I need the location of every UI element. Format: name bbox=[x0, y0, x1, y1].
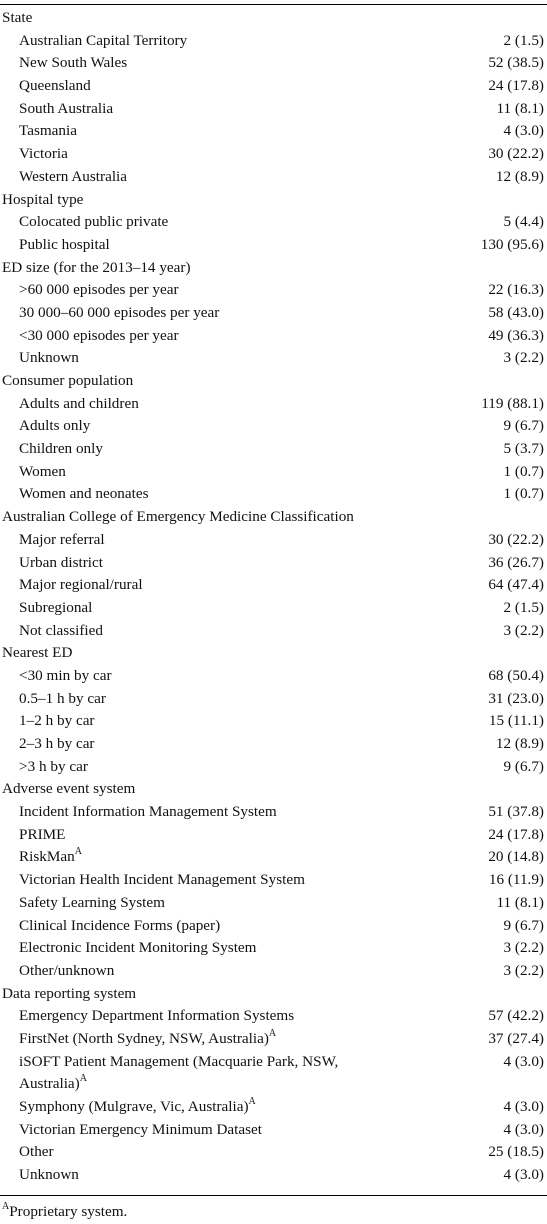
table-row bbox=[0, 393, 547, 416]
footnote-marker: A bbox=[2, 1200, 10, 1212]
row-label bbox=[19, 302, 219, 325]
table-row bbox=[0, 733, 547, 756]
table-row bbox=[0, 574, 547, 597]
row-label bbox=[19, 483, 149, 506]
footnote-marker: A bbox=[74, 846, 82, 858]
row-label-text: Victoria bbox=[19, 145, 68, 163]
table-row bbox=[0, 166, 547, 189]
section-heading bbox=[0, 189, 547, 212]
row-label bbox=[19, 846, 82, 869]
row-label bbox=[19, 529, 105, 552]
row-value: 57 (42.2) bbox=[488, 1007, 544, 1025]
row-label bbox=[19, 710, 95, 733]
table-bottom-rule bbox=[0, 1195, 547, 1196]
footnote-text: Proprietary system. bbox=[9, 1203, 128, 1220]
row-label bbox=[19, 824, 65, 847]
row-value: 22 (16.3) bbox=[488, 281, 544, 299]
row-label-text: Emergency Department Information Systems bbox=[19, 1007, 295, 1025]
row-label bbox=[19, 597, 92, 620]
row-value: 58 (43.0) bbox=[488, 303, 544, 321]
table-row bbox=[0, 1164, 547, 1187]
row-label bbox=[19, 438, 103, 461]
row-label bbox=[19, 1164, 79, 1187]
row-label-text: >60 000 episodes per year bbox=[19, 281, 179, 299]
row-label bbox=[19, 892, 165, 915]
row-label bbox=[19, 75, 91, 98]
footnote-marker: A bbox=[248, 1095, 256, 1107]
row-label bbox=[19, 869, 305, 892]
row-label bbox=[19, 211, 168, 234]
table-row bbox=[0, 234, 547, 257]
table-row bbox=[0, 211, 547, 234]
row-label-text: Clinical Incidence Forms (paper) bbox=[19, 916, 221, 934]
table-row bbox=[0, 1141, 547, 1164]
table-row bbox=[0, 438, 547, 461]
table-row bbox=[0, 620, 547, 643]
row-label bbox=[19, 30, 187, 53]
row-value: 68 (50.4) bbox=[488, 666, 544, 684]
row-value: 4 (3.0) bbox=[503, 1052, 544, 1070]
row-label-text: Western Australia bbox=[19, 167, 128, 185]
section-heading-label: Nearest ED bbox=[2, 644, 73, 662]
row-value: 30 (22.2) bbox=[488, 145, 544, 163]
row-value: 36 (26.7) bbox=[488, 553, 544, 571]
row-label bbox=[19, 393, 139, 416]
table-row bbox=[0, 302, 547, 325]
row-label bbox=[19, 733, 95, 756]
row-label-text: 0.5–1 h by car bbox=[19, 689, 106, 707]
row-label bbox=[19, 1028, 276, 1051]
row-label-text: Victorian Emergency Minimum Dataset bbox=[19, 1120, 263, 1138]
table-row bbox=[0, 483, 547, 506]
row-label bbox=[19, 461, 66, 484]
row-label bbox=[19, 166, 127, 189]
row-value: 3 (2.2) bbox=[503, 621, 544, 639]
row-value: 5 (3.7) bbox=[503, 440, 544, 458]
row-value: 5 (4.4) bbox=[503, 213, 544, 231]
table-row bbox=[0, 688, 547, 711]
row-label bbox=[19, 1096, 256, 1119]
row-label-text: Australian Capital Territory bbox=[19, 31, 188, 49]
table-row bbox=[0, 892, 547, 915]
row-label-text: South Australia bbox=[19, 99, 114, 117]
row-value: 9 (6.7) bbox=[503, 916, 544, 934]
row-label bbox=[19, 98, 113, 121]
table-row bbox=[0, 869, 547, 892]
row-value: 24 (17.8) bbox=[488, 77, 544, 95]
table-row bbox=[0, 552, 547, 575]
row-value: 1 (0.7) bbox=[503, 485, 544, 503]
section-heading-label: State bbox=[2, 9, 33, 26]
table-row bbox=[0, 143, 547, 166]
row-label-text: Major referral bbox=[19, 530, 105, 548]
row-value: 4 (3.0) bbox=[503, 1098, 544, 1116]
row-label-text: Tasmania bbox=[19, 122, 77, 140]
row-value: 130 (95.6) bbox=[480, 235, 544, 253]
table-row bbox=[0, 665, 547, 688]
row-label bbox=[19, 960, 114, 983]
table-row bbox=[0, 801, 547, 824]
row-label-text: Other bbox=[19, 1143, 54, 1161]
row-label-text: <30 min by car bbox=[19, 666, 112, 684]
row-label-text: Queensland bbox=[19, 77, 91, 95]
table-row bbox=[0, 937, 547, 960]
table-row bbox=[0, 597, 547, 620]
table-row bbox=[0, 915, 547, 938]
section-heading bbox=[0, 778, 547, 801]
row-value: 31 (23.0) bbox=[488, 689, 544, 707]
row-label-text: Unknown bbox=[19, 1166, 79, 1184]
table-row bbox=[0, 710, 547, 733]
row-label bbox=[19, 347, 79, 370]
row-label bbox=[19, 915, 220, 938]
row-label-text: <30 000 episodes per year bbox=[19, 326, 179, 344]
table-row bbox=[0, 960, 547, 983]
row-label bbox=[19, 325, 179, 348]
row-label-text: 1–2 h by car bbox=[19, 712, 95, 730]
table-row bbox=[0, 75, 547, 98]
table-row bbox=[0, 1028, 547, 1051]
row-value: 30 (22.2) bbox=[488, 530, 544, 548]
section-heading-label: Hospital type bbox=[2, 190, 84, 208]
table-row bbox=[0, 98, 547, 121]
row-label bbox=[19, 415, 90, 438]
table-row bbox=[0, 756, 547, 779]
row-value: 11 (8.1) bbox=[496, 893, 544, 911]
row-label bbox=[19, 688, 106, 711]
hospital-characteristics-table bbox=[0, 7, 547, 1187]
table-row bbox=[0, 415, 547, 438]
section-heading bbox=[0, 257, 547, 280]
row-label bbox=[19, 1141, 54, 1164]
table-row bbox=[0, 846, 547, 869]
row-label-text: Public hospital bbox=[19, 235, 110, 253]
row-label bbox=[19, 52, 127, 75]
row-label-text: iSOFT Patient Management (Macquarie Park, NSW, Australia) bbox=[19, 1052, 339, 1093]
row-label-text: FirstNet (North Sydney, NSW, Australia) bbox=[19, 1029, 269, 1047]
row-label-text: Women and neonates bbox=[19, 485, 149, 503]
row-label-text: Major regional/rural bbox=[19, 576, 143, 594]
row-label bbox=[19, 756, 88, 779]
table-row bbox=[0, 824, 547, 847]
row-label-text: Electronic Incident Monitoring System bbox=[19, 939, 257, 957]
row-label-text: Women bbox=[19, 462, 66, 480]
row-label bbox=[19, 234, 110, 257]
row-value: 3 (2.2) bbox=[503, 961, 544, 979]
row-value: 2 (1.5) bbox=[503, 598, 544, 616]
row-value: 24 (17.8) bbox=[488, 825, 544, 843]
row-value: 16 (11.9) bbox=[488, 871, 544, 889]
section-heading bbox=[0, 506, 547, 529]
row-label-text: 30 000–60 000 episodes per year bbox=[19, 303, 220, 321]
row-label-text: 2–3 h by car bbox=[19, 735, 95, 752]
row-value: 4 (3.0) bbox=[503, 1166, 544, 1184]
row-label bbox=[19, 801, 277, 824]
row-label-text: PRIME bbox=[19, 825, 66, 843]
row-label-text: New South Wales bbox=[19, 54, 128, 72]
row-value: 3 (2.2) bbox=[503, 939, 544, 957]
row-label-text: Incident Information Management System bbox=[19, 803, 277, 821]
row-value: 20 (14.8) bbox=[488, 848, 544, 866]
row-label bbox=[19, 665, 112, 688]
table-row bbox=[0, 1119, 547, 1142]
row-label-text: >3 h by car bbox=[19, 757, 88, 775]
section-heading bbox=[0, 370, 547, 393]
row-value: 1 (0.7) bbox=[503, 462, 544, 480]
row-value: 9 (6.7) bbox=[503, 417, 544, 435]
section-heading bbox=[0, 642, 547, 665]
row-label-text: Symphony (Mulgrave, Vic, Australia) bbox=[19, 1098, 249, 1116]
row-value: 2 (1.5) bbox=[503, 31, 544, 49]
row-label-text: Children only bbox=[19, 440, 103, 458]
row-value: 49 (36.3) bbox=[488, 326, 544, 344]
row-label bbox=[19, 552, 103, 575]
table-row bbox=[0, 120, 547, 143]
row-value: 4 (3.0) bbox=[503, 122, 544, 140]
section-heading-label: Consumer population bbox=[2, 372, 134, 389]
section-heading-label: ED size (for the 2013–14 year) bbox=[2, 258, 191, 276]
row-value: 15 (11.1) bbox=[488, 712, 544, 730]
footnote-marker: A bbox=[79, 1073, 87, 1085]
row-value: 52 (38.5) bbox=[488, 54, 544, 72]
table-footnote bbox=[2, 1201, 127, 1223]
row-value: 11 (8.1) bbox=[496, 99, 544, 117]
table-row bbox=[0, 52, 547, 75]
row-value: 9 (6.7) bbox=[503, 757, 544, 775]
row-value: 12 (8.9) bbox=[495, 167, 544, 185]
table-row bbox=[0, 461, 547, 484]
table-row bbox=[0, 30, 547, 53]
row-label-text: Subregional bbox=[19, 598, 93, 616]
row-label-text: Safety Learning System bbox=[19, 893, 165, 911]
section-heading-label: Data reporting system bbox=[2, 984, 137, 1002]
row-label-text: Colocated public private bbox=[19, 213, 169, 231]
row-value: 25 (18.5) bbox=[488, 1143, 544, 1161]
row-label bbox=[19, 620, 103, 643]
row-value: 64 (47.4) bbox=[488, 576, 544, 594]
row-label-text: Adults only bbox=[19, 417, 91, 435]
row-label-text: Other/unknown bbox=[19, 961, 115, 979]
row-label-text: Not classified bbox=[19, 621, 103, 639]
row-value: 51 (37.8) bbox=[488, 803, 544, 821]
table-row bbox=[0, 529, 547, 552]
section-heading-label: Adverse event system bbox=[2, 780, 136, 798]
row-label-text: Victorian Health Incident Management System bbox=[19, 871, 305, 889]
row-label bbox=[19, 120, 77, 143]
row-label bbox=[19, 574, 143, 597]
table-row bbox=[0, 1005, 547, 1028]
row-label bbox=[19, 143, 68, 166]
row-label-text: Adults and children bbox=[19, 394, 139, 412]
section-heading bbox=[0, 7, 547, 30]
row-label-text: RiskMan bbox=[19, 848, 75, 866]
row-label bbox=[19, 1051, 379, 1096]
table-top-rule bbox=[0, 4, 547, 5]
table-row bbox=[0, 1051, 547, 1096]
row-label bbox=[19, 1005, 294, 1028]
table-row bbox=[0, 325, 547, 348]
row-label-text: Unknown bbox=[19, 349, 79, 367]
table-row bbox=[0, 279, 547, 302]
table-row bbox=[0, 1096, 547, 1119]
row-label bbox=[19, 1119, 262, 1142]
row-label bbox=[19, 279, 179, 302]
section-heading-label: Australian College of Emergency Medicine Classification bbox=[2, 508, 354, 526]
row-label-text: Urban district bbox=[19, 553, 103, 571]
row-value: 12 (8.9) bbox=[495, 735, 544, 752]
row-label bbox=[19, 937, 256, 960]
table-row bbox=[0, 347, 547, 370]
section-heading bbox=[0, 983, 547, 1006]
row-value: 4 (3.0) bbox=[503, 1120, 544, 1138]
row-value: 119 (88.1) bbox=[481, 394, 544, 412]
footnote-marker: A bbox=[268, 1027, 277, 1039]
row-value: 37 (27.4) bbox=[488, 1029, 544, 1047]
row-value: 3 (2.2) bbox=[503, 349, 544, 367]
